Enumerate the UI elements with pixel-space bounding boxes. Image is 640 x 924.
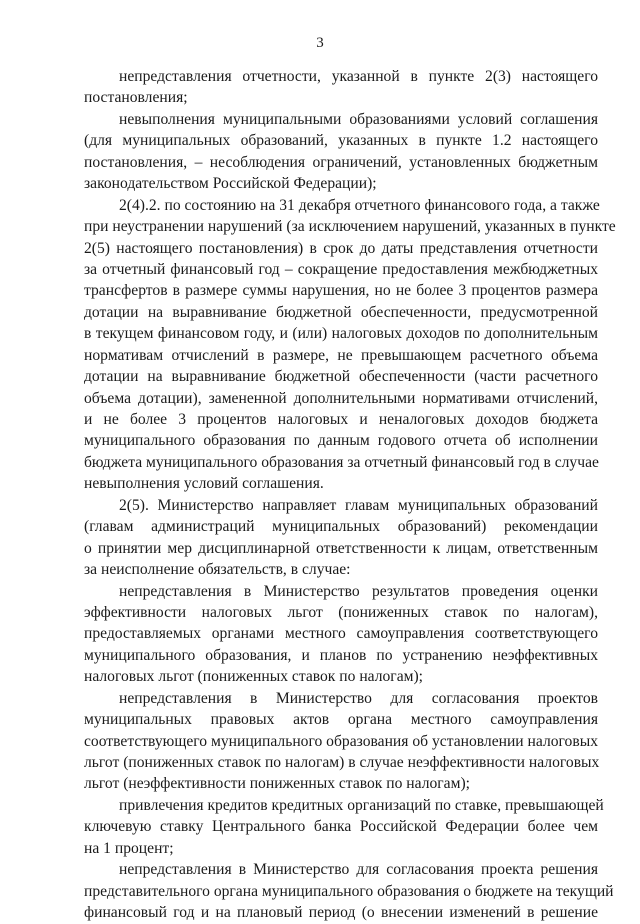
- text-line: бюджета муниципального образования за отчетный финансовый год в случае: [84, 453, 599, 471]
- text-line: дотации на выравнивание бюджетной обеспеченности, предусмотренной: [84, 303, 598, 321]
- text-line: при неустранении нарушений (за исключением нарушений, указанных в пункте: [84, 218, 616, 236]
- text-line: (для муниципальных образований, указанных в пункте 1.2 настоящего: [84, 132, 598, 150]
- text-line: муниципальных правовых актов органа местного самоуправления: [84, 711, 598, 729]
- text-line: постановления;: [84, 89, 188, 107]
- text-line: 2(5). Министерство направляет главам муниципальных образований: [119, 496, 598, 514]
- text-line: муниципального образования, и планов по устранению неэффективных: [84, 646, 598, 664]
- text-line: объема дотации), замененной дополнительными нормативами отчислений,: [84, 389, 598, 407]
- text-line: непредставления в Министерство для согласования проекта решения: [119, 861, 598, 879]
- text-line: за неисполнение обязательств, в случае:: [84, 561, 351, 579]
- text-line: предоставляемых органами местного самоуправления соответствующего: [84, 625, 598, 643]
- text-line: льгот (неэффективности пониженных ставок по налогам);: [84, 775, 470, 793]
- text-line: финансовый год и на плановый период (о внесении изменений в решение: [84, 904, 598, 922]
- text-line: и не более 3 процентов налоговых и неналоговых доходов бюджета: [84, 411, 598, 428]
- text-line: нормативам отчислений в размере, не превышающем расчетного объема: [84, 346, 598, 364]
- text-line: представительного органа муниципального образования о бюджете на текущий: [84, 882, 614, 900]
- page-number: 3: [316, 35, 324, 51]
- text-line: налоговых льгот (пониженных ставок по налогам);: [84, 668, 424, 686]
- text-line: непредставления в Министерство для согласования проектов: [119, 689, 598, 707]
- text-line: 2(4).2. по состоянию на 31 декабря отчетного финансового года, а также: [119, 196, 600, 214]
- text-line: ключевую ставку Центрального банка Российской Федерации более чем: [84, 818, 598, 836]
- text-line: 2(5) настоящего постановления) в срок до даты представления отчетности: [84, 239, 598, 257]
- text-line: эффективности налоговых льгот (пониженных ставок по налогам),: [84, 603, 598, 621]
- text-line: за отчетный финансовый год – сокращение предоставления межбюджетных: [84, 260, 598, 278]
- text-line: дотации на выравнивание бюджетной обеспеченности (части расчетного: [84, 368, 598, 386]
- text-line: муниципального образования по данным годового отчета об исполнении: [84, 432, 598, 450]
- text-line: невыполнения муниципальными образованиями условий соглашения: [119, 110, 598, 128]
- text-line: законодательством Российской Федерации);: [84, 175, 377, 193]
- text-line: невыполнения условий соглашения.: [84, 475, 324, 493]
- text-line: привлечения кредитов кредитных организаций по ставке, превышающей: [119, 796, 604, 814]
- text-line: непредставления в Министерство результатов проведения оценки: [119, 582, 598, 600]
- text-line: на 1 процент;: [84, 839, 174, 857]
- text-line: в текущем финансовом году, и (или) налоговых доходов по дополнительным: [84, 325, 598, 343]
- text-line: трансфертов в размере суммы нарушения, но не более 3 процентов размера: [84, 282, 598, 300]
- text-line: непредставления отчетности, указанной в пункте 2(3) настоящего: [119, 68, 598, 85]
- text-line: о принятии мер дисциплинарной ответственности к лицам, ответственным: [84, 539, 598, 557]
- text-line: соответствующего муниципального образования об установлении налоговых: [84, 732, 598, 750]
- text-line: (главам администраций муниципальных образований) рекомендации: [84, 518, 598, 536]
- text-line: льгот (пониженных ставок по налогам) в случае неэффективности налоговых: [84, 754, 600, 771]
- document-body: [84, 66, 616, 924]
- text-line: постановления, – несоблюдения ограничений, установленных бюджетным: [84, 153, 598, 171]
